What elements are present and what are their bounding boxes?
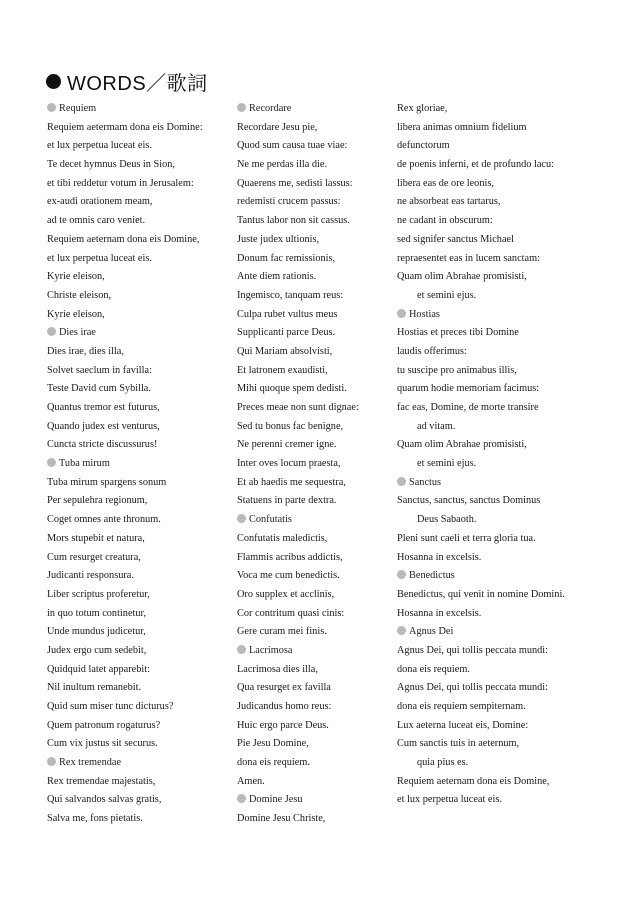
section-heading-text: Agnus Dei	[409, 626, 454, 638]
lyric-line	[47, 137, 243, 156]
lyric-line-text: et tibi reddetur votum in Jerusalem:	[47, 177, 194, 189]
lyric-line-text: Cum vix justus sit securus.	[47, 738, 158, 750]
lyric-line-text: Ne perenni cremer igne.	[237, 439, 337, 451]
lyric-line-text: Huic ergo parce Deus.	[237, 719, 329, 731]
lyric-line	[397, 137, 622, 156]
section-bullet-icon	[397, 626, 406, 635]
lyric-line	[47, 642, 243, 661]
lyric-line-text: Quam olim Abrahae promisisti,	[397, 271, 527, 283]
lyric-line	[47, 362, 243, 381]
lyric-line-text: Quid sum miser tunc dicturus?	[47, 701, 174, 712]
section-bullet-icon	[237, 794, 246, 803]
lyric-line	[47, 530, 243, 549]
lyric-line	[397, 735, 622, 754]
lyric-line-text: fac eas, Domine, de morte transire	[397, 402, 539, 413]
section-bullet-icon	[237, 514, 246, 523]
lyric-line-text: dona eis requiem.	[237, 757, 310, 769]
lyric-line	[47, 549, 243, 568]
lyric-line	[397, 343, 622, 362]
lyric-line	[397, 586, 622, 605]
section-bullet-icon	[47, 103, 56, 112]
lyric-line	[47, 810, 243, 829]
section-heading	[47, 100, 243, 119]
lyric-line	[47, 605, 243, 624]
section-heading-text: Lacrimosa	[249, 644, 293, 656]
lyric-line-text: Qua resurget ex favilla	[237, 682, 331, 694]
lyric-line	[397, 100, 622, 119]
lyric-line	[397, 175, 622, 194]
lyric-line	[47, 175, 243, 194]
lyric-line-text: Rex gloriae,	[397, 103, 448, 114]
lyric-line-text: in quo totum continetur,	[47, 607, 147, 619]
lyric-line	[397, 119, 622, 138]
lyric-line	[397, 287, 622, 306]
lyric-line	[47, 567, 243, 586]
lyric-line-text: et lux perpetua luceat eis.	[397, 794, 502, 806]
lyric-line	[47, 791, 243, 810]
lyric-line-text: Flammis acribus addictis,	[237, 551, 343, 563]
lyric-line-text: ad te omnis caro veniet.	[47, 215, 146, 227]
lyric-line	[397, 642, 622, 661]
lyric-line	[47, 773, 243, 792]
section-heading	[397, 567, 622, 586]
lyric-line-text: Solvet saeclum in favilla:	[47, 364, 152, 376]
lyric-line	[47, 511, 243, 530]
lyric-line-text: Inter oves locum praesta,	[237, 458, 341, 470]
lyric-line-text: Domine Jesu Christe,	[237, 813, 326, 825]
lyric-line-text: Sed tu bonus fac benigne,	[237, 420, 344, 432]
lyric-line-text: Et ab haedis me sequestra,	[237, 476, 346, 488]
lyric-line	[47, 679, 243, 698]
section-bullet-icon	[47, 327, 56, 336]
page-title	[46, 68, 208, 94]
section-heading-text: Dies irae	[59, 327, 96, 339]
lyric-line-text: Qui Mariam absolvisti,	[237, 345, 333, 357]
lyric-line-text: Tantus labor non sit cassus.	[237, 215, 350, 227]
lyric-line-text: Quam olim Abrahae promisisti,	[397, 439, 527, 451]
lyric-line	[47, 735, 243, 754]
lyric-line-text: Donum fac remissionis,	[237, 252, 336, 264]
lyric-line-text: Hosanna in excelsis.	[397, 607, 482, 619]
lyric-line-text: Supplicanti parce Deus.	[237, 327, 336, 339]
lyric-line-text: Requiem aeternam dona eis Domine,	[47, 233, 200, 245]
lyric-line-text: Mihi quoque spem dedisti.	[237, 383, 347, 395]
lyric-line-text: Pleni sunt caeli et terra gloria tua.	[397, 532, 536, 544]
lyric-line-text: Dies irae, dies illa,	[47, 345, 124, 357]
section-bullet-icon	[397, 570, 406, 579]
lyric-line-text: dona eis requiem sempiternam.	[397, 701, 526, 712]
lyric-line-text: Quod sum causa tuae viae:	[237, 140, 348, 152]
lyric-line-text: de poenis inferni, et de profundo lacu:	[397, 159, 554, 171]
lyric-line	[47, 287, 243, 306]
lyric-line-text: repraesentet eas in lucem sanctam:	[397, 252, 540, 264]
lyric-line-text: Deus Sabaoth.	[417, 514, 477, 526]
lyric-line	[47, 698, 243, 717]
lyric-line-text: quarum hodie memoriam facimus:	[397, 383, 540, 395]
section-heading-text: Domine Jesu	[249, 794, 303, 806]
section-heading-text: Hostias	[409, 308, 440, 320]
section-heading	[397, 306, 622, 325]
lyric-line	[397, 268, 622, 287]
lyric-line-text: Coget omnes ante thronum.	[47, 514, 161, 526]
lyric-line	[397, 231, 622, 250]
lyric-line-text: Judicandus homo reus:	[237, 701, 332, 712]
lyric-line	[397, 362, 622, 381]
section-bullet-icon	[397, 477, 406, 486]
lyric-line-text: Quando judex est venturus,	[47, 420, 160, 432]
lyric-line	[47, 231, 243, 250]
lyric-line-text: Amen.	[237, 775, 265, 787]
lyric-line	[397, 717, 622, 736]
section-bullet-icon	[237, 103, 246, 112]
section-heading	[47, 455, 243, 474]
lyric-line	[397, 773, 622, 792]
lyric-line-text: Gere curam mei finis.	[237, 626, 327, 638]
lyric-line-text: Ingemisco, tanquam reus:	[237, 289, 344, 301]
lyric-line-text: ex-audi orationem meam,	[47, 196, 153, 208]
lyric-line	[397, 549, 622, 568]
lyrics-column-3	[397, 100, 622, 810]
lyric-line-text: Tuba mirum spargens sonum	[47, 476, 167, 488]
lyric-line-text: quia pius es.	[417, 757, 469, 769]
lyric-line-text: Cor contritum quasi cinis:	[237, 607, 345, 619]
lyric-line-text: Et latronem exaudisti,	[237, 364, 328, 376]
lyric-line	[47, 119, 243, 138]
lyric-line	[47, 268, 243, 287]
lyric-line	[47, 156, 243, 175]
page-title-text: WORDS／歌詞	[67, 72, 208, 95]
lyric-line	[47, 343, 243, 362]
lyric-line-text: Nil inultum remanebit.	[47, 682, 142, 694]
lyric-line	[397, 418, 622, 437]
lyric-line-text: et semini ejus.	[417, 458, 477, 470]
section-heading-text: Confutatis	[249, 514, 292, 526]
lyric-line-text: redemisti crucem passus:	[237, 196, 341, 208]
lyric-line	[397, 679, 622, 698]
lyric-line-text: Ne me perdas illa die.	[237, 159, 328, 171]
lyric-line-text: Lacrimosa dies illa,	[237, 663, 318, 675]
lyric-line-text: Requiem aeternam dona eis Domine,	[397, 775, 550, 787]
lyric-line	[47, 474, 243, 493]
lyric-line-text: Hostias et preces tibi Domine	[397, 327, 519, 339]
lyric-line-text: Preces meae non sunt dignae:	[237, 402, 359, 413]
lyric-line-text: Cum resurget creatura,	[47, 551, 141, 563]
lyric-line-text: Judex ergo cum sedebit,	[47, 644, 147, 656]
title-bullet-icon	[46, 74, 61, 89]
lyric-line-text: Ante diem rationis.	[237, 271, 317, 283]
lyric-line-text: Cuncta stricte discussurus!	[47, 439, 158, 451]
section-heading-text: Benedictus	[409, 570, 455, 582]
section-heading-text: Tuba mirum	[59, 458, 110, 470]
section-heading	[397, 623, 622, 642]
lyric-line	[47, 492, 243, 511]
lyric-line-text: Agnus Dei, qui tollis peccata mundi:	[397, 682, 548, 694]
lyric-line-text: Cum sanctis tuis in aeternum,	[397, 738, 520, 750]
lyric-line	[47, 250, 243, 269]
lyric-line	[47, 380, 243, 399]
lyric-line-text: Qui salvandos salvas gratis,	[47, 794, 162, 806]
lyric-line-text: et semini ejus.	[417, 289, 477, 301]
lyric-line	[397, 380, 622, 399]
lyric-line-text: Kyrie eleison,	[47, 308, 105, 320]
lyric-line	[397, 156, 622, 175]
lyric-line	[397, 661, 622, 680]
lyric-line	[397, 212, 622, 231]
lyric-line-text: Pie Jesu Domine,	[237, 738, 309, 750]
lyric-line-text: Sanctus, sanctus, sanctus Dominus	[397, 495, 541, 507]
lyric-line	[397, 399, 622, 418]
lyric-line-text: Unde mundus judicetur,	[47, 626, 146, 638]
lyric-line	[47, 586, 243, 605]
section-bullet-icon	[237, 645, 246, 654]
lyric-line	[397, 455, 622, 474]
lyric-line-text: Confutatis maledictis,	[237, 532, 328, 544]
lyric-line-text: Recordare Jesu pie,	[237, 121, 318, 133]
lyric-line-text: Statuens in parte dextra.	[237, 495, 337, 507]
lyric-line	[397, 530, 622, 549]
lyric-line-text: Quaerens me, sedisti lassus:	[237, 177, 353, 189]
lyric-line-text: sed signifer sanctus Michael	[397, 233, 514, 245]
lyric-line-text: Quem patronum rogaturus?	[47, 719, 161, 731]
lyrics-column-1	[47, 100, 243, 829]
lyric-line	[397, 754, 622, 773]
section-bullet-icon	[47, 757, 56, 766]
lyric-line-text: Lux aeterna luceat eis, Domine:	[397, 719, 529, 731]
lyric-line	[47, 623, 243, 642]
lyric-line	[397, 193, 622, 212]
section-bullet-icon	[47, 458, 56, 467]
lyric-line	[397, 605, 622, 624]
lyric-line-text: laudis offerimus:	[397, 345, 467, 357]
lyric-line	[397, 436, 622, 455]
lyric-line	[47, 306, 243, 325]
lyric-line-text: et lux perpetua luceat eis.	[47, 252, 152, 264]
lyric-line-text: Per sepulehra regionum,	[47, 495, 148, 507]
lyric-line-text: ne cadant in obscurum:	[397, 215, 493, 227]
lyric-line-text: Salva me, fons pietatis.	[47, 813, 143, 825]
lyric-line-text: Oro supplex et acclinis,	[237, 588, 335, 600]
lyric-line-text: Christe eleison,	[47, 289, 112, 301]
lyric-line	[47, 418, 243, 437]
lyric-line-text: Mors stupebit et natura,	[47, 532, 145, 544]
lyric-line-text: Hosanna in excelsis.	[397, 551, 482, 563]
lyric-line-text: Rex tremendae majestatis,	[47, 775, 156, 787]
lyric-line-text: libera eas de ore leonis,	[397, 177, 494, 189]
lyric-line-text: Quantus tremor est futurus,	[47, 402, 160, 413]
lyric-line-text: Teste David cum Sybilla.	[47, 383, 151, 395]
lyric-line-text: libera animas omnium fidelium	[397, 121, 527, 133]
lyric-line	[47, 661, 243, 680]
lyric-line-text: ne absorbeat eas tartarus,	[397, 196, 501, 208]
lyric-line	[397, 250, 622, 269]
lyric-line-text: et lux perpetua luceat eis.	[47, 140, 152, 152]
lyric-line-text: Voca me cum benedictis.	[237, 570, 340, 582]
lyric-line-text: Kyrie eleison,	[47, 271, 105, 283]
lyric-line	[397, 698, 622, 717]
lyric-line-text: Liber scriptus proferetur,	[47, 588, 150, 600]
lyric-line-text: Te decet hymnus Deus in Sion,	[47, 159, 175, 171]
lyric-line-text: defunctorum	[397, 140, 450, 152]
section-heading-text: Rex tremendae	[59, 757, 122, 769]
lyric-line-text: Judicanti responsura.	[47, 570, 134, 582]
lyric-line-text: Juste judex ultionis,	[237, 233, 320, 245]
section-heading-text: Sanctus	[409, 476, 442, 488]
section-heading-text: Requiem	[59, 103, 97, 114]
lyric-line	[397, 511, 622, 530]
lyric-line-text: Benedictus, qui venit in nomine Domini.	[397, 588, 565, 600]
lyric-line	[47, 717, 243, 736]
section-bullet-icon	[397, 309, 406, 318]
lyric-line-text: Culpa rubet vultus meus	[237, 308, 338, 320]
lyric-line	[397, 324, 622, 343]
lyric-line	[237, 810, 433, 829]
section-heading	[47, 754, 243, 773]
lyric-line	[47, 399, 243, 418]
section-heading	[47, 324, 243, 343]
lyric-line	[47, 436, 243, 455]
lyric-line-text: tu suscipe pro animabus illis,	[397, 364, 517, 376]
lyric-line-text: ad vitam.	[417, 420, 456, 432]
lyric-line-text: Agnus Dei, qui tollis peccata mundi:	[397, 644, 548, 656]
lyric-line	[397, 791, 622, 810]
lyric-line	[47, 212, 243, 231]
lyric-line-text: Quidquid latet apparebit:	[47, 663, 150, 675]
lyric-line	[47, 193, 243, 212]
section-heading-text: Recordare	[249, 103, 292, 114]
lyric-line	[397, 492, 622, 511]
lyric-line-text: dona eis requiem.	[397, 663, 470, 675]
lyric-line-text: Requiem aetermam dona eis Domine:	[47, 121, 203, 133]
section-heading	[397, 474, 622, 493]
